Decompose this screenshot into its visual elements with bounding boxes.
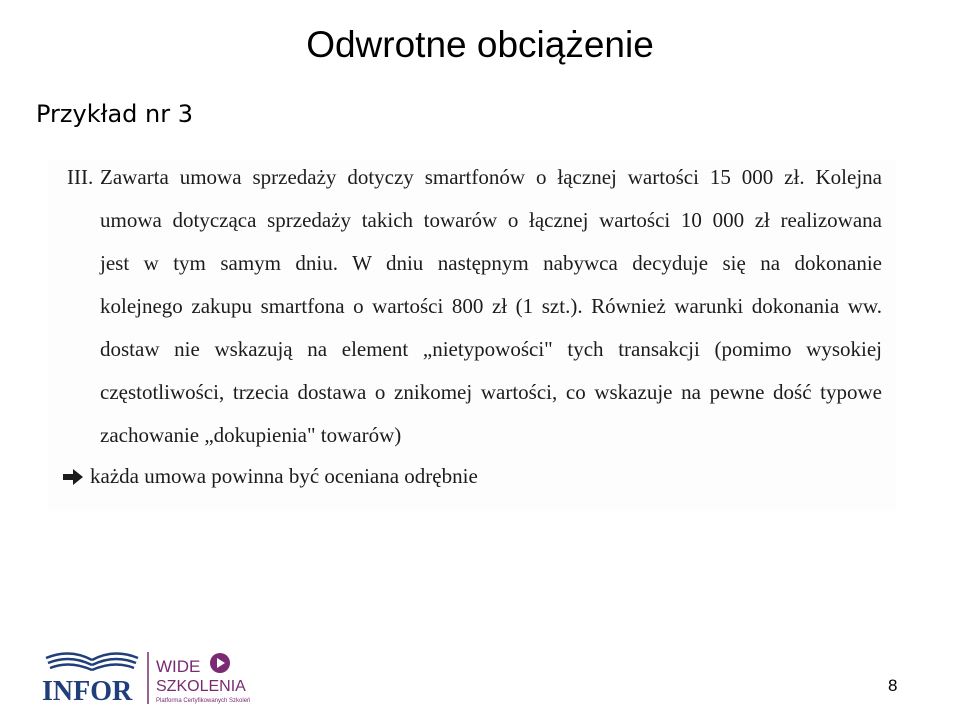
- document-line-3: jest w tym samym dniu. W dniu następnym nabywca decyduje się na dokonanie: [100, 251, 882, 275]
- slide-title-text: Odwrotne obciążenie: [306, 24, 654, 65]
- arrow-right-icon: [62, 467, 84, 487]
- slide-subtitle: Przykład nr 3: [36, 100, 193, 128]
- document-line-7: zachowanie „dokupienia" towarów): [100, 423, 402, 447]
- logo-tagline-text: Platforma Certyfikowanych Szkoleń: [156, 698, 251, 704]
- conclusion-text: każda umowa powinna być oceniana odrębnie: [90, 464, 478, 488]
- logo-infor-text: INFOR: [42, 676, 133, 706]
- logo-szkolenia-text: SZKOLENIA: [156, 678, 246, 695]
- document-line-1: Zawarta umowa sprzedaży dotyczy smartfonów o łącznej wartości 15 000 zł. Kolejna: [100, 165, 882, 189]
- document-line-5: dostaw nie wskazują na element „nietypowości" tych transakcji (pomimo wysokiej: [100, 337, 882, 361]
- document-line-2: umowa dotycząca sprzedaży takich towarów o łącznej wartości 10 000 zł realizowana: [100, 208, 882, 232]
- scanned-document-excerpt: [48, 160, 896, 511]
- document-line-6: częstotliwości, trzecia dostawa o znikomej wartości, co wskazuje na pewne dość typowe: [100, 380, 882, 404]
- logo-wide-text: WIDE: [156, 657, 201, 676]
- page-number: 8: [888, 676, 898, 695]
- slide-title: [0, 24, 960, 66]
- section-number: III.: [67, 165, 94, 189]
- document-line-4: kolejnego zakupu smartfona o wartości 800 zł (1 szt.). Również warunki dokonania ww.: [100, 294, 882, 318]
- infor-wide-szkolenia-logo: [40, 646, 280, 706]
- conclusion-row: [62, 464, 478, 489]
